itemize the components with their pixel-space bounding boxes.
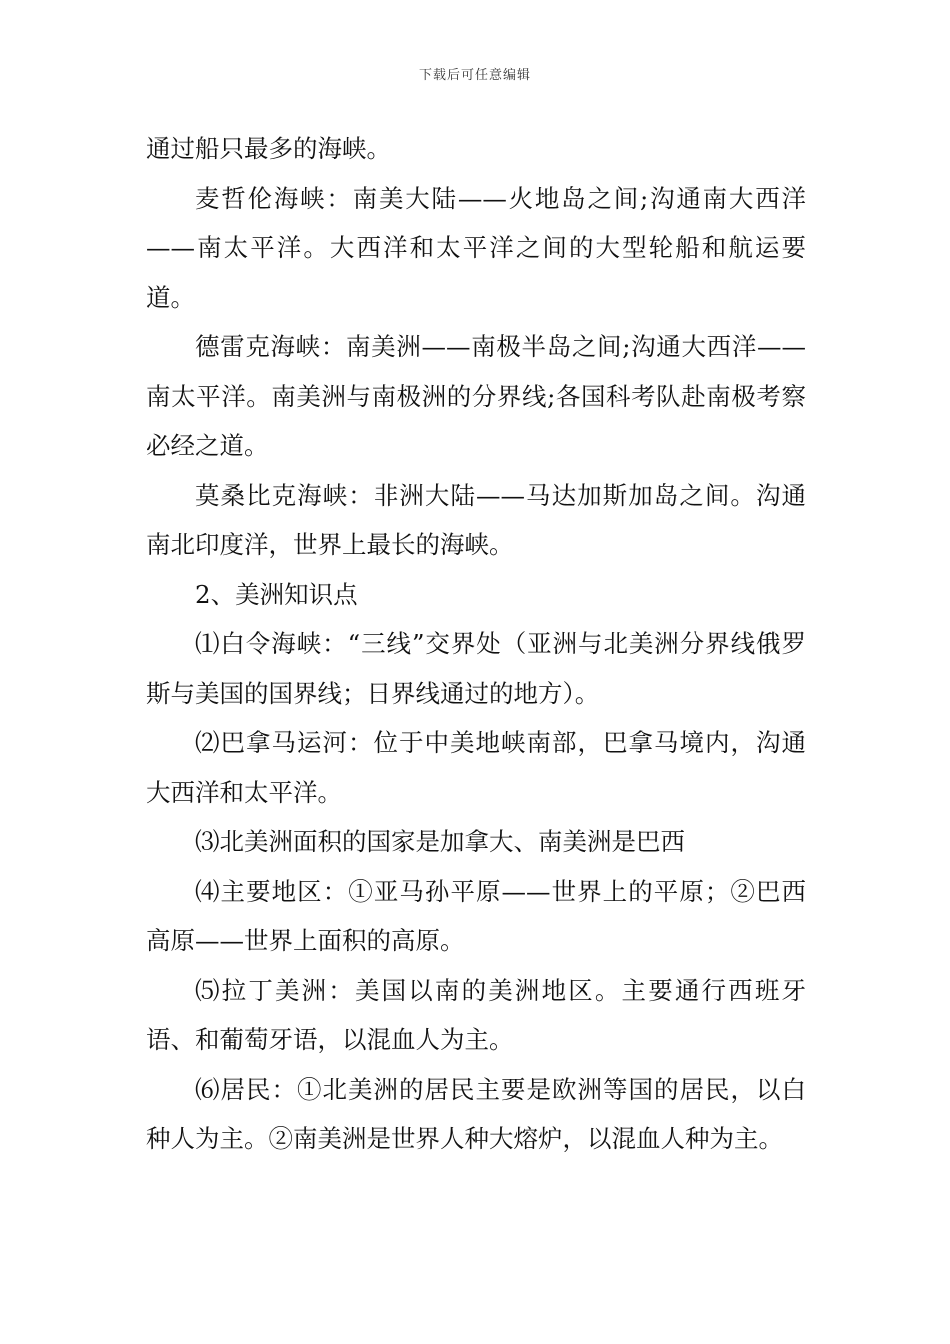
- paragraph-4: 莫桑比克海峡：非洲大陆——马达加斯加岛之间。沟通南北印度洋，世界上最长的海峡。: [146, 480, 806, 559]
- paragraph-9: ⑷主要地区：①亚马孙平原——世界上的平原；②巴西高原——世界上面积的高原。: [146, 876, 806, 955]
- document-body: [146, 124, 806, 1164]
- section-heading: 2、美洲知识点: [195, 579, 358, 609]
- paragraph-7: ⑵巴拿马运河：位于中美地峡南部，巴拿马境内，沟通大西洋和太平洋。: [146, 728, 806, 807]
- paragraph-6: ⑴白令海峡：“三线”交界处（亚洲与北美洲分界线俄罗斯与美国的国界线；日界线通过的地方）。: [146, 629, 806, 708]
- paragraph-1: 通过船只最多的海峡。: [146, 134, 391, 163]
- paragraph-10: ⑸拉丁美洲：美国以南的美洲地区。主要通行西班牙语、和葡萄牙语，以混血人为主。: [146, 975, 806, 1054]
- paragraph-2: 麦哲伦海峡：南美大陆——火地岛之间;沟通南大西洋——南太平洋。大西洋和太平洋之间的大型轮船和航运要道。: [146, 183, 806, 312]
- paragraph-3: 德雷克海峡：南美洲——南极半岛之间;沟通大西洋——南太平洋。南美洲与南极洲的分界线;各国科考队赴南极考察必经之道。: [146, 332, 806, 460]
- page-header: 下载后可任意编辑: [418, 68, 531, 83]
- paragraph-8: ⑶北美洲面积的国家是加拿大、南美洲是巴西: [195, 827, 685, 856]
- paragraph-11: ⑹居民：①北美洲的居民主要是欧洲等国的居民，以白种人为主。②南美洲是世界人种大熔炉，以混血人种为主。: [146, 1074, 806, 1153]
